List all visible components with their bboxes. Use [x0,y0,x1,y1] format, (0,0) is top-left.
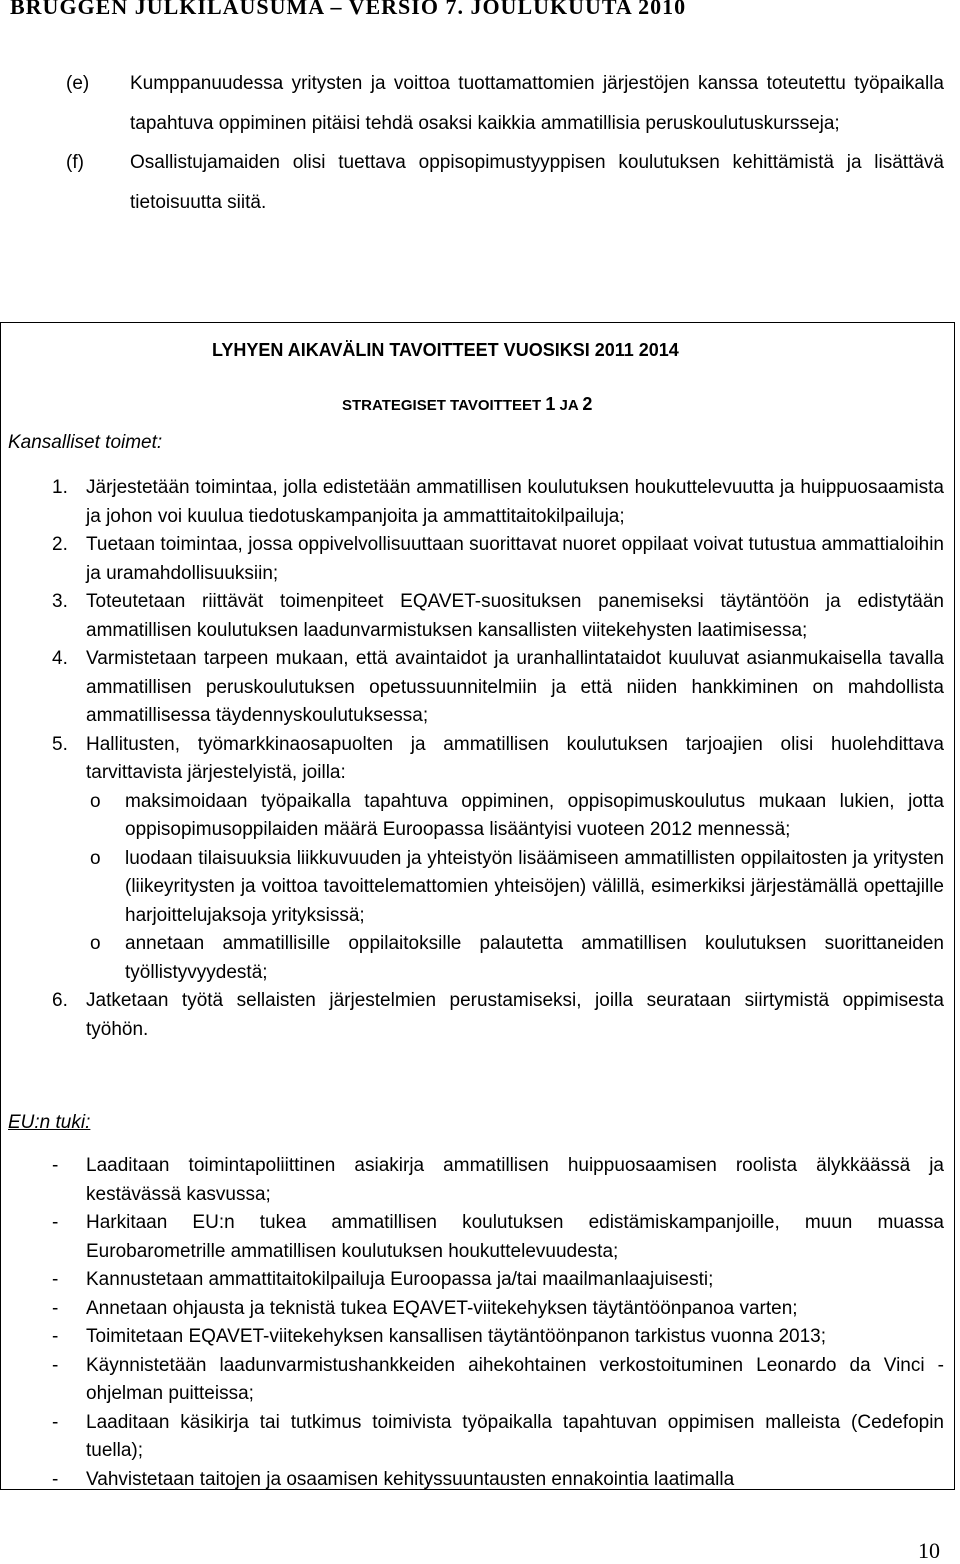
national-actions-label: Kansalliset toimet: [8,432,163,453]
action-text: Varmistetaan tarpeen mukaan, että avaintaidot ja uranhallintataidot kuuluvat asianmukaisella tavalla ammatillisen peruskoulutuksen opetussuunnitelmiin ja että niiden hankkiminen on mahdollista ammatillisessa täydennyskoulutuksessa; [86,648,944,726]
eu-dash: - [52,1354,59,1376]
sub-text: luodaan tilaisuuksia liikkuvuuden ja yhteistyön lisäämiseen ammatillisten oppilaitosten ja yritysten (liikeyritysten ja voittoa tavoittelemattomien yhteisöjen) välillä, esimerkiksi järjestämällä opettajille harjoittelujaksoja yrityksissä; [125,847,944,926]
eu-item [52,1466,944,1495]
eu-text: Kannustetaan ammattitaitokilpailuja Euroopassa ja/tai maailmanlaajuisesti; [86,1269,714,1290]
action-text: Järjestetään toimintaa, jolla edistetään ammatillisen koulutuksen houkuttelevuutta ja huippuosaamista ja johon voi kuulua tiedotuskampanjoita ja ammattitaitokilpailuja; [86,477,944,527]
intro-item-text: Osallistujamaiden olisi tuettava oppisopimustyyppisen koulutuksen kehittämistä ja lisättävä tietoisuutta siitä. [130,152,944,213]
action-number: 6. [52,990,68,1011]
action-item [52,588,944,645]
eu-dash: - [52,1269,59,1290]
action-number: 3. [52,591,68,612]
sub-bullet: o [90,847,101,869]
eu-text: Laaditaan toimintapoliittinen asiakirja ammatillisen huippuosaamisen roolista älykkäässä ja kestävässä kasvussa; [86,1155,944,1205]
eu-support-list [52,1152,944,1494]
action-number: 4. [52,648,68,669]
action-number: 1. [52,477,68,498]
national-actions-list [52,474,944,1044]
subtitle-prefix: STRATEGISET TAVOITTEET [342,397,542,414]
action-item [52,645,944,731]
eu-text: Annetaan ohjausta ja teknistä tukea EQAVET-viitekehyksen täytäntöönpanoa varten; [86,1297,798,1319]
action-text: Jatketaan työtä sellaisten järjestelmien perustamiseksi, joilla seurataan siirtymistä oppimisesta työhön. [86,990,944,1040]
sub-item [52,845,944,931]
intro-item-label: (e) [66,73,90,94]
eu-dash: - [52,1155,59,1176]
eu-text: Toimitetaan EQAVET-viitekehyksen kansallisen täytäntöönpanon tarkistus vuonna 2013; [86,1326,827,1347]
action-number: 5. [52,733,68,755]
action-item [52,731,944,788]
eu-item [52,1295,944,1324]
box-title: LYHYEN AIKAVÄLIN TAVOITTEET VUOSIKSI 2011 2014 [212,340,679,360]
eu-item [52,1323,944,1352]
action-5-subitems [52,788,944,988]
eu-dash: - [52,1297,59,1319]
eu-dash: - [52,1212,59,1233]
action-text: Tuetaan toimintaa, jossa oppivelvollisuuttaan suorittavat nuoret oppilaat voivat tutustua ammattialoihin ja uramahdollisuuksiin; [86,534,944,584]
sub-text: annetaan ammatillisille oppilaitoksille palautetta ammatillisen koulutuksen suorittaneiden työllistyvyydestä; [125,933,944,983]
eu-item [52,1266,944,1295]
action-item [52,987,944,1044]
intro-item-label: (f) [66,152,84,173]
eu-item [52,1152,944,1209]
eu-text: Laaditaan käsikirja tai tutkimus toimivista työpaikalla tapahtuvan oppimisen malleista (Cedefopin tuella); [86,1411,944,1461]
page-number: 10 [918,1538,940,1563]
intro-list [58,64,944,222]
running-header: BRUGGEN JULKILAUSUMA – VERSIO 7. JOULUKUUTA 2010 [10,0,687,19]
eu-item [52,1209,944,1266]
sub-bullet: o [90,933,101,954]
intro-item-f [58,143,944,222]
action-text: Hallitusten, työmarkkinaosapuolten ja ammatillisen koulutuksen tarjoajien olisi huolehdittava tarvittavista järjestelyistä, joilla: [86,733,944,783]
eu-item [52,1352,944,1409]
eu-dash: - [52,1326,59,1347]
box-subtitle [342,394,592,415]
action-item [52,474,944,531]
subtitle-number-1: 1 [545,394,556,414]
eu-dash: - [52,1468,59,1490]
eu-dash: - [52,1411,59,1433]
eu-text: Vahvistetaan taitojen ja osaamisen kehityssuuntausten ennakointia laatimalla [86,1468,735,1490]
sub-item [52,930,944,987]
subtitle-number-2: 2 [582,394,593,414]
eu-support-label: EU:n tuki: [8,1112,91,1133]
intro-item-text: Kumppanuudessa yritysten ja voittoa tuottamattomien järjestöjen kanssa toteutettu työpaikalla tapahtuva oppiminen pitäisi tehdä osaksi kaikkia ammatillisia peruskoulutuskursseja; [130,73,944,134]
intro-item-e [58,64,944,143]
sub-bullet: o [90,790,101,812]
sub-text: maksimoidaan työpaikalla tapahtuva oppiminen, oppisopimuskoulutus mukaan lukien, jotta oppisopimusoppilaiden määrä Euroopassa lisääntyisi vuoteen 2012 mennessä; [125,790,944,840]
action-number: 2. [52,534,68,555]
sub-item [52,788,944,845]
action-item [52,531,944,588]
eu-item [52,1409,944,1466]
eu-text: Harkitaan EU:n tukea ammatillisen koulutuksen edistämiskampanjoille, muun muassa Eurobarometrille ammatillisen koulutuksen houkuttelevuudesta; [86,1212,944,1262]
action-text: Toteutetaan riittävät toimenpiteet EQAVET-suosituksen panemiseksi täytäntöön ja edistytään ammatillisen koulutuksen laadunvarmistuksen kansallisten viitekehysten laatimisessa; [86,591,944,641]
eu-text: Käynnistetään laadunvarmistushankkeiden aihekohtainen verkostoituminen Leonardo da Vinci -ohjelman puitteissa; [86,1354,944,1404]
subtitle-joiner: JA [559,397,579,414]
